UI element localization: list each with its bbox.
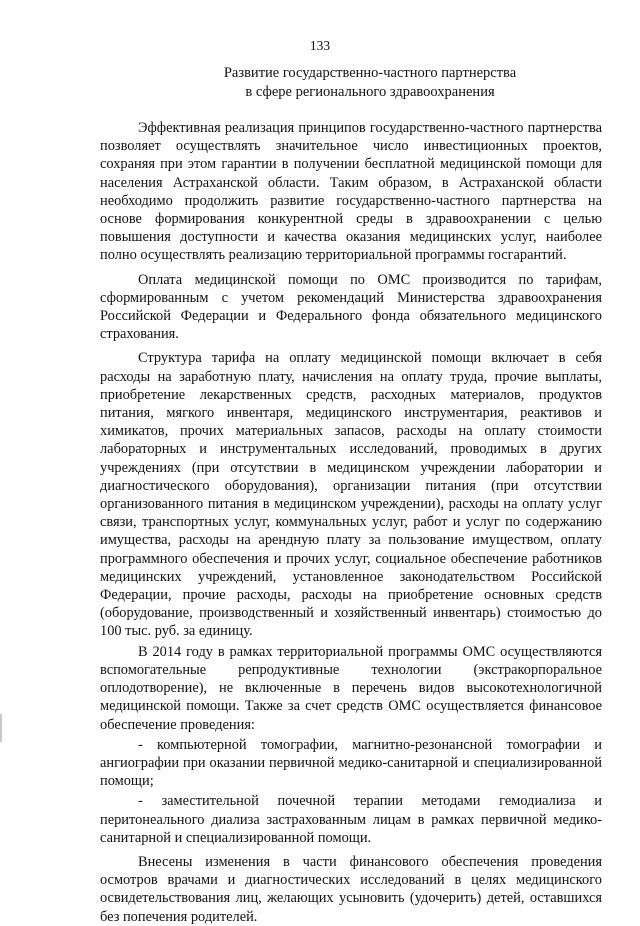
paragraph-adoption-exams: Внесены изменения в части финансового обеспечения проведения осмотров врачами и диагностических исследований в целях медицинского освидетельствования лиц, желающих усыновить (удочерить) детей, оставшихся без попечения родителей. (100, 853, 602, 925)
section-heading-line-2: в сфере регионального здравоохранения (245, 84, 495, 100)
section-heading (100, 64, 640, 102)
section-heading-line-1: Развитие государственно-частного партнерства (223, 65, 517, 81)
paragraph-tariff-structure: Структура тарифа на оплату медицинской помощи включает в себя расходы на заработную плату, начисления на оплату труда, прочие выплаты, приобретение лекарственных средств, расходных материалов, продуктов питания, мягкого инвентаря, медицинского инструментария, реактивов и химикатов, прочих материальных запасов, расходы на оплату стоимости лабораторных и инструментальных исследований, проводимых в других учреждениях (при отсутствии в медицинском учреждении лаборатории и диагностического оборудования), организации питания (при отсутствии организованного питания в медицинском учреждении), расходы на оплату услуг связи, транспортных услуг, коммунальных услуг, работ и услуг по содержанию имущества, расходы на арендную плату за пользование имуществом, оплату программного обеспечения и прочих услуг, социальное обеспечение работников медицинских учреждений, установленное законодательством Российской Федерации, прочие расходы, расходы на приобретение основных средств (оборудование, производственный и хозяйственный инвентарь) стоимостью до 100 тыс. руб. за единицу. (100, 350, 602, 640)
paragraph-2014-program: В 2014 году в рамках территориальной программы ОМС осуществляются вспомогательные репродуктивные технологии (экстракорпоральное оплодотворение), не включенные в перечень видов высокотехнологичной медицинской помощи. Также за счет средств ОМС осуществляется финансовое обеспечение проведения: (100, 643, 602, 733)
list-item-dialysis: - заместительной почечной терапии методами гемодиализа и перитонеального диализа застрахованным лицам в рамках первичной медико-санитарной и специализированной помощи. (100, 793, 602, 846)
scan-edge-mark (0, 714, 2, 742)
page-number: 133 (309, 38, 331, 53)
document-body (100, 119, 602, 926)
paragraph-oms-payment: Оплата медицинской помощи по ОМС производится по тарифам, сформированным с учетом рекомендаций Министерства здравоохранения Российской Федерации и Федерального фонда обязательного медицинского страхования. (100, 271, 602, 343)
paragraph-intro: Эффективная реализация принципов государственно-частного партнерства позволяет осуществлять значительное число инвестиционных проектов, сохраняя при этом гарантии в получении бесплатной медицинской помощи для населения Астраханской области. Таким образом, в Астраханской области необходимо продолжить развитие государственно-частного партнерства на основе формирования конкурентной среды в здравоохранении с целью повышения доступности и качества оказания медицинских услуг, наиболее полно осуществлять реализацию территориальной программы госгарантий. (100, 120, 602, 264)
list-item-tomography: - компьютерной томографии, магнитно-резонансной томографии и ангиографии при оказании первичной медико-санитарной и специализированной помощи; (100, 736, 602, 790)
